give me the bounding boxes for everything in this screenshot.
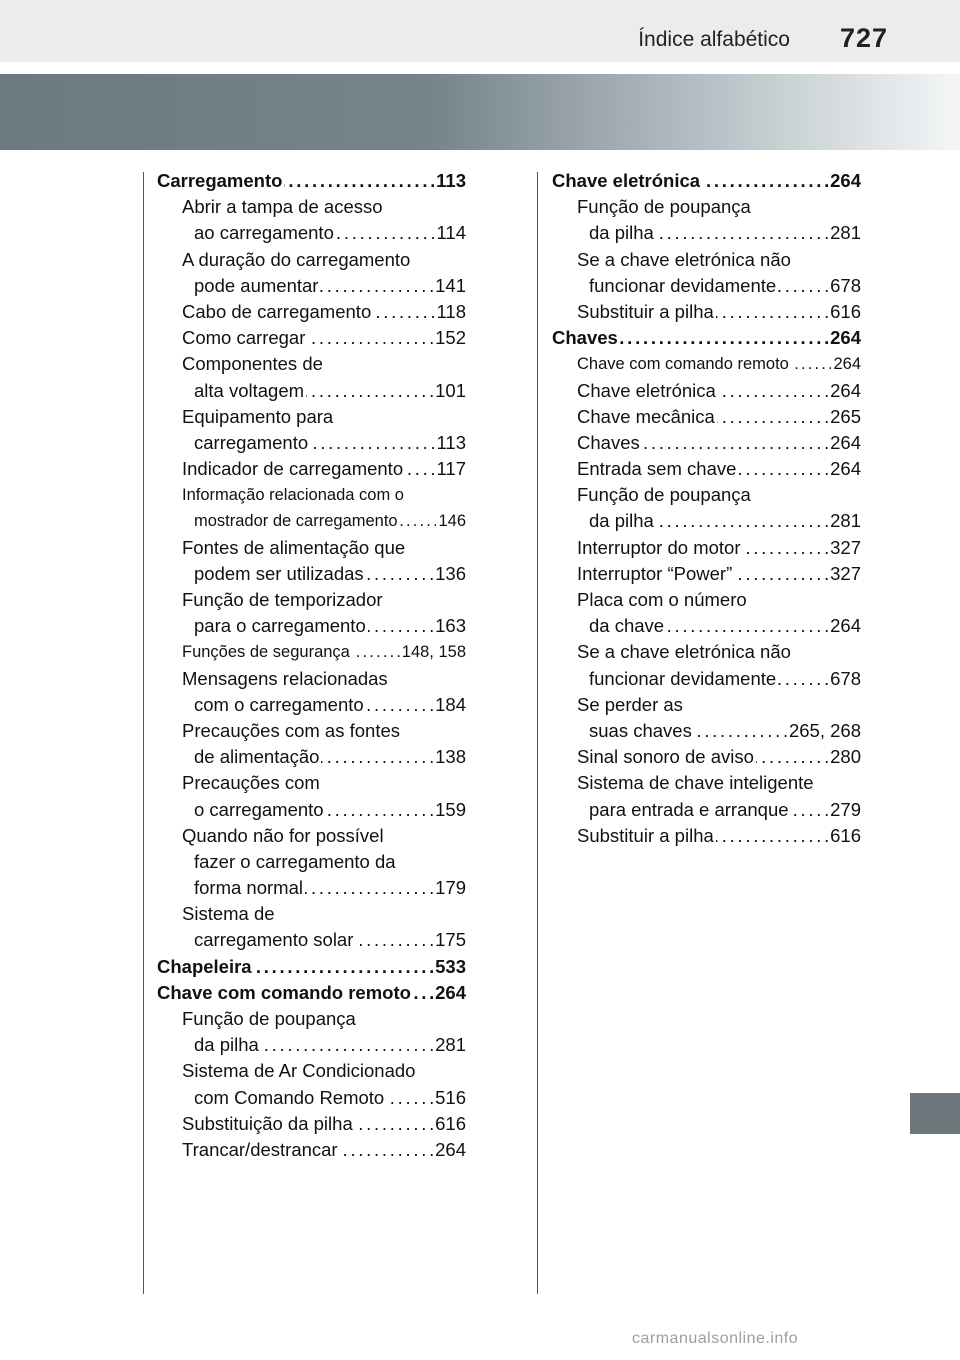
index-entry-sub [552, 404, 861, 430]
dot-leader [366, 561, 433, 587]
index-entry-sub [157, 639, 466, 665]
page-reference[interactable]: 163 [435, 615, 466, 637]
entry-text: Interruptor do motor [577, 536, 741, 558]
index-entry-sub [552, 378, 861, 404]
index-entry-sub [157, 823, 466, 849]
page-reference[interactable]: 678 [830, 274, 861, 296]
entry-text: fazer o carregamento da [194, 850, 396, 872]
index-entry-sub [157, 1111, 466, 1137]
page-reference[interactable]: 179 [435, 877, 466, 899]
entry-text: suas chaves [589, 719, 692, 741]
page-reference[interactable]: 138 [435, 746, 466, 768]
index-entry-sub [552, 430, 861, 456]
page-reference[interactable]: 113 [436, 170, 466, 191]
page-reference[interactable]: 265, 268 [788, 719, 861, 741]
index-entry-sub [552, 639, 861, 665]
index-entry-sub [552, 770, 861, 796]
entry-text: Chaves [577, 431, 640, 453]
index-entry-main [157, 980, 466, 1006]
index-entry-sub [157, 508, 466, 534]
index-entry-sub [552, 482, 861, 508]
index-entry-sub [157, 351, 466, 377]
index-entry-sub [157, 430, 466, 456]
watermark: carmanualsonline.info [632, 1330, 799, 1347]
column-divider-left [143, 172, 144, 1294]
dot-leader [368, 613, 433, 639]
index-entry-sub [552, 247, 861, 273]
index-entry-sub [157, 1085, 466, 1111]
index-entry-sub [552, 535, 861, 561]
dot-leader [261, 1032, 433, 1058]
dot-leader [284, 168, 434, 194]
page-reference[interactable]: 678 [830, 667, 861, 689]
index-entry-sub [157, 194, 466, 220]
dot-leader [305, 875, 433, 901]
entry-text: Substituir a pilha [577, 824, 714, 846]
index-entry-sub [552, 718, 861, 744]
entry-text: Precauções com as fontes [182, 719, 400, 741]
page-reference[interactable]: 533 [435, 955, 466, 977]
dot-leader [642, 430, 828, 456]
dot-leader [355, 1111, 433, 1137]
entry-text: Chave com comando remoto [157, 981, 411, 1003]
entry-text: da chave [589, 615, 665, 637]
dot-leader [694, 718, 787, 744]
index-entry-sub [157, 1058, 466, 1084]
entry-text: Sistema de Ar Condicionado [182, 1060, 416, 1082]
entry-text: Substituir a pilha [577, 300, 714, 322]
page-reference[interactable]: 136 [435, 562, 466, 584]
index-entry-sub [157, 404, 466, 430]
entry-text: Função de poupança [577, 196, 751, 218]
entry-text: pode aumentar [194, 274, 319, 296]
dot-leader [716, 299, 828, 325]
dot-leader [413, 980, 433, 1006]
entry-text: Mensagens relacionadas [182, 667, 388, 689]
dot-leader [355, 927, 433, 953]
entry-text: Chave eletrónica [577, 379, 716, 401]
index-entry-sub [157, 718, 466, 744]
index-entry-sub [157, 1137, 466, 1163]
section-thumb-tab [910, 1093, 960, 1134]
dot-leader [336, 220, 435, 246]
index-entry-sub [552, 194, 861, 220]
dot-leader [756, 744, 828, 770]
index-entry-main [157, 954, 466, 980]
entry-text: Abrir a tampa de acesso [182, 196, 383, 218]
entry-text: para entrada e arranque [589, 798, 789, 820]
entry-text: carregamento solar [194, 929, 354, 951]
dot-leader [310, 430, 434, 456]
entry-text: Componentes de [182, 353, 323, 375]
dot-leader [738, 456, 828, 482]
dot-leader [791, 797, 829, 823]
page-reference[interactable]: 281 [435, 1034, 466, 1056]
dot-leader [666, 613, 828, 639]
index-entry-sub [157, 1006, 466, 1032]
dot-leader [778, 273, 828, 299]
entry-text: com o carregamento [194, 693, 364, 715]
page-reference[interactable]: 616 [830, 300, 861, 322]
dot-leader [320, 273, 433, 299]
entry-text: forma normal [194, 877, 303, 899]
index-entry-sub [157, 325, 466, 351]
entry-text: da pilha [589, 222, 654, 244]
index-entry-sub [157, 692, 466, 718]
index-entry-sub [157, 927, 466, 953]
dot-leader [254, 954, 434, 980]
entry-text: com Comando Remoto [194, 1086, 385, 1108]
entry-text: Fontes de alimentação que [182, 536, 406, 558]
index-entry-main [552, 168, 861, 194]
entry-text: Placa com o número [577, 589, 747, 610]
entry-text: Se a chave eletrónica não [577, 248, 791, 270]
index-entry-sub [157, 1032, 466, 1058]
index-entry-sub [157, 299, 466, 325]
index-entry-sub [552, 587, 861, 613]
entry-text: para o carregamento [194, 615, 366, 637]
page-reference[interactable]: 264 [830, 379, 861, 401]
entry-text: carregamento [194, 431, 309, 453]
page-reference[interactable]: 264 [830, 327, 861, 349]
entry-text: da pilha [194, 1034, 259, 1056]
index-entry-sub [552, 299, 861, 325]
entry-text: funcionar devidamente [589, 667, 777, 689]
dot-leader [326, 797, 434, 823]
page-reference[interactable]: 616 [830, 824, 861, 846]
index-entry-sub [157, 797, 466, 823]
index-entry-main [157, 168, 466, 194]
index-column-left [157, 168, 466, 1163]
index-entry-sub [157, 482, 466, 508]
page-reference[interactable]: 265 [830, 405, 861, 427]
dot-leader [717, 404, 828, 430]
dot-leader [656, 508, 828, 534]
entry-text: Como carregar [182, 327, 306, 349]
index-entry-sub [157, 613, 466, 639]
entry-text: Função de poupança [182, 1008, 356, 1029]
dot-leader [734, 561, 828, 587]
entry-text: Função de poupança [577, 484, 751, 506]
dot-leader [778, 666, 828, 692]
column-divider-middle [537, 172, 538, 1294]
page-reference[interactable]: 148, 158 [401, 643, 466, 662]
index-entry-sub [157, 535, 466, 561]
entry-text: Chaves [552, 327, 618, 349]
page-reference[interactable]: 279 [830, 798, 861, 820]
page-reference[interactable]: 264 [435, 1138, 466, 1160]
index-entry-sub [157, 666, 466, 692]
index-entry-sub [552, 797, 861, 823]
dot-leader [702, 168, 828, 194]
page-reference[interactable]: 101 [435, 379, 466, 401]
page-reference[interactable]: 280 [830, 746, 861, 768]
section-banner [0, 74, 960, 150]
entry-text: Indicador de carregamento [182, 458, 404, 480]
entry-text: Informação relacionada com o [182, 486, 404, 505]
index-entry-sub [157, 770, 466, 796]
page-reference[interactable]: 264 [830, 431, 861, 453]
dot-leader [620, 325, 828, 351]
index-entry-sub [552, 823, 861, 849]
entry-text: o carregamento [194, 798, 324, 820]
index-entry-sub [552, 351, 861, 377]
page-reference[interactable]: 516 [435, 1086, 466, 1108]
dot-leader [321, 744, 433, 770]
index-entry-sub [157, 744, 466, 770]
page-reference[interactable]: 175 [435, 929, 466, 951]
index-entry-sub [552, 508, 861, 534]
page-reference[interactable]: 118 [436, 300, 466, 322]
entry-text: Chave mecânica [577, 405, 715, 427]
index-column-right [552, 168, 861, 849]
entry-text: Trancar/destrancar [182, 1138, 338, 1160]
entry-text: Sistema de chave inteligente [577, 772, 814, 794]
index-entry-sub [552, 561, 861, 587]
dot-leader [791, 351, 832, 377]
index-entry-sub [552, 666, 861, 692]
dot-leader [716, 823, 828, 849]
page-reference[interactable]: 146 [438, 512, 466, 531]
entry-text: mostrador de carregamento [194, 512, 398, 531]
index-entry-sub [157, 901, 466, 927]
entry-text: Entrada sem chave [577, 458, 737, 480]
entry-text: Quando não for possível [182, 824, 384, 846]
entry-text: Substituição da pilha [182, 1112, 353, 1134]
entry-text: Se perder as [577, 693, 683, 715]
entry-text: Interruptor “Power” [577, 562, 733, 584]
dot-leader [366, 692, 433, 718]
header-strip [0, 0, 960, 62]
entry-text: Função de temporizador [182, 589, 383, 610]
page-reference[interactable]: 327 [830, 536, 861, 558]
entry-text: Precauções com [182, 772, 320, 794]
page-reference[interactable]: 117 [436, 458, 466, 480]
dot-leader [405, 456, 434, 482]
dot-leader [340, 1137, 434, 1163]
dot-leader [743, 535, 829, 561]
index-entry-sub [157, 378, 466, 404]
index-entry-sub [157, 849, 466, 875]
page-reference[interactable]: 281 [830, 510, 861, 532]
page-number: 727 [839, 23, 888, 53]
entry-text: alta voltagem [194, 379, 305, 401]
page-header-title: Índice alfabético [638, 28, 790, 51]
dot-leader [718, 378, 828, 404]
index-entry-main [552, 325, 861, 351]
page-reference[interactable]: 264 [833, 355, 861, 374]
dot-leader [373, 299, 434, 325]
entry-text: da pilha [589, 510, 654, 532]
entry-text: Sistema de [182, 903, 275, 925]
dot-leader [352, 639, 400, 665]
entry-text: Carregamento [157, 170, 283, 191]
entry-text: funcionar devidamente [589, 274, 777, 296]
entry-text: de alimentação [194, 746, 320, 768]
index-entry-sub [157, 587, 466, 613]
index-entry-sub [552, 692, 861, 718]
entry-text: ao carregamento [194, 222, 334, 244]
entry-text: podem ser utilizadas [194, 562, 364, 584]
entry-text: Chave com comando remoto [577, 355, 789, 374]
index-entry-sub [157, 561, 466, 587]
dot-leader [307, 325, 433, 351]
entry-text: Se a chave eletrónica não [577, 641, 791, 663]
index-entry-sub [157, 247, 466, 273]
entry-text: Chapeleira [157, 955, 252, 977]
index-entry-sub [552, 220, 861, 246]
entry-text: Chave eletrónica [552, 170, 701, 191]
page-reference[interactable]: 141 [435, 274, 466, 296]
page-reference[interactable]: 264 [830, 458, 861, 480]
index-entry-sub [157, 875, 466, 901]
index-entry-sub [552, 613, 861, 639]
dot-leader [306, 378, 433, 404]
index-entry-sub [552, 744, 861, 770]
entry-text: Equipamento para [182, 405, 334, 427]
page-reference[interactable]: 264 [830, 615, 861, 637]
dot-leader [386, 1085, 433, 1111]
entry-text: A duração do carregamento [182, 248, 411, 270]
dot-leader [400, 508, 437, 534]
page-reference[interactable]: 113 [436, 431, 466, 453]
page-reference[interactable]: 327 [830, 562, 861, 584]
entry-text: Funções de segurança [182, 643, 350, 662]
page-reference[interactable]: 184 [435, 693, 466, 715]
page-reference[interactable]: 616 [435, 1112, 466, 1134]
index-entry-sub [157, 273, 466, 299]
entry-text: Cabo de carregamento [182, 300, 372, 322]
index-entry-sub [157, 456, 466, 482]
page-reference[interactable]: 264 [830, 170, 861, 191]
page-reference[interactable]: 114 [436, 222, 466, 244]
index-entry-sub [552, 273, 861, 299]
page-reference[interactable]: 264 [435, 981, 466, 1003]
entry-text: Sinal sonoro de aviso [577, 746, 754, 768]
index-entry-sub [552, 456, 861, 482]
dot-leader [656, 220, 828, 246]
page-reference[interactable]: 281 [830, 222, 861, 244]
index-entry-sub [157, 220, 466, 246]
page-reference[interactable]: 152 [435, 327, 466, 349]
page-reference[interactable]: 159 [435, 798, 466, 820]
